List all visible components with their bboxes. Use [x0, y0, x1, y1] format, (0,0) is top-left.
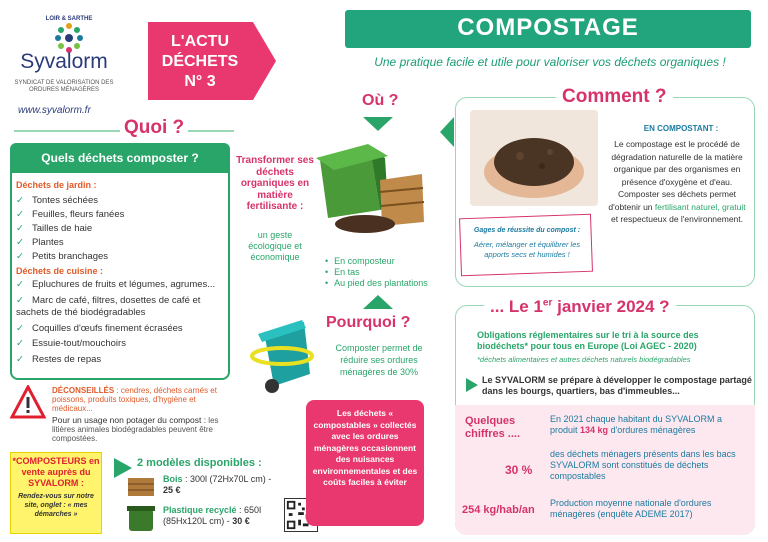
modele-plastique-dims: : 650l (85Hx120L cm) -: [163, 505, 262, 526]
list-item: ✓ Restes de repas: [16, 354, 226, 367]
modeles-title: 2 modèles disponibles :: [137, 457, 262, 469]
chiffre-3-text: Production moyenne nationale d'ordures ménagères (enquête ADEME 2017): [550, 498, 712, 519]
modele-bois-name: Bois: [163, 474, 183, 484]
syvalorm-text: Le SYVALORM se prépare à développer le compostage partagé dans les bourgs, quartiers, bas d'immeubles...: [482, 375, 752, 396]
warning-icon: [10, 385, 46, 419]
list-item: ✓ Essuie-tout/mouchoirs: [16, 338, 226, 351]
deconseilles-list: : cendres, déchets carnés et poissons, produits toxiques, d'hygiène et médicaux...: [52, 386, 217, 413]
quoi-header-text: Quels déchets composter ?: [41, 151, 199, 165]
page-title: COMPOSTAGE: [457, 14, 639, 41]
modele-bois-price: 25 €: [163, 485, 181, 495]
gages-text: Aérer, mélanger et équilibrer les apports secs et humides !: [473, 240, 581, 259]
wood-composter-icon: [126, 474, 156, 498]
composteurs-sub: Rendez-vous sur notre site, onglet : « mes démarches »: [18, 493, 94, 518]
plastic-composter-icon: [126, 503, 156, 533]
compostant-text-highlight: fertilisant naturel, gratuit: [654, 201, 746, 212]
chiffre-2-value: 30 %: [505, 463, 533, 477]
composteurs-title: *COMPOSTEURS en vente auprès du SYVALORM :: [12, 456, 100, 488]
obligations-note: *déchets alimentaires et autres déchets naturels biodégradables: [477, 355, 691, 364]
aerator-illustration: [244, 318, 314, 396]
actu-line1: L'ACTU: [170, 33, 229, 50]
cuisine-list: [16, 279, 226, 366]
logo-name: Syvalorm: [20, 50, 108, 73]
potager-text: les litières animales biodégradables peuvent être compostées.: [52, 416, 219, 443]
list-item: ✓ Tailles de haie: [16, 222, 226, 236]
arrow-down-icon: [363, 117, 393, 131]
modele-plastique-name: Plastique recyclé: [163, 505, 237, 515]
potager-note: [52, 416, 230, 443]
list-item: ✓ Feuilles, fleurs fanées: [16, 208, 226, 222]
pourquoi-title: Pourquoi ?: [326, 314, 411, 331]
logo-subtitle: SYNDICAT DE VALORISATION DES ORDURES MÉNAGÈRES: [14, 80, 114, 93]
modele-bois: [163, 474, 273, 496]
chiffre-1-a: En 2021 chaque habitant du SYVALORM a produit: [550, 414, 722, 435]
chiffre-1-b: d'ordures ménagères: [608, 425, 696, 435]
list-item: • Au pied des plantations: [325, 278, 445, 289]
list-item: ✓ Coquilles d'œufs finement écrasées: [16, 323, 226, 336]
compostant-text: [604, 138, 750, 226]
potager-head: Pour un usage non potager du compost :: [52, 415, 207, 425]
jardin-list: [16, 194, 226, 264]
compostant-text-a: Le compostage est le procédé de dégradation naturelle de la matière organique par des organismes en présence d'oxygène et d'eau. Composter ses déchets permet d'obtenir un: [608, 139, 743, 212]
ou-list: [325, 256, 445, 289]
chiffre-1: [550, 414, 750, 436]
modele-plastique-price: 30 €: [232, 516, 250, 526]
quoi-title: Quoi ?: [120, 117, 188, 139]
transformer-text: Transformer ses déchets organiques en matière fertilisante :: [236, 155, 314, 212]
compostant-text-b: et respectueux de l'environnement.: [610, 214, 744, 224]
deconseilles-label: DÉCONSEILLÉS: [52, 386, 115, 395]
dechets-callout-text: Les déchets « compostables » collectés avec les ordures ménagères occasionnent des nuisances environnementales et des coûts faciles à éviter: [312, 408, 418, 487]
modele-plastique: [163, 505, 283, 527]
gages-title: Gages de réussite du compost :: [473, 227, 581, 234]
chiffre-2-text: des déchets ménagers présents dans les bacs SYVALORM sont constitués de déchets compostables: [550, 449, 736, 481]
chiffre-1-value: 134 kg: [580, 425, 609, 435]
cuisine-title: Déchets de cuisine :: [16, 266, 104, 276]
list-item: • En tas: [325, 267, 445, 278]
list-item: ✓ Tontes séchées: [16, 194, 226, 208]
geste-text: un geste écologique et économique: [248, 230, 302, 262]
janvier-title-sup: er: [542, 297, 553, 309]
list-item: ✓ Petits branchages: [16, 250, 226, 264]
compost-hands-photo: [470, 110, 598, 206]
modele-bois-dims: : 300l (72Hx70L cm) -: [182, 474, 272, 484]
ou-title: Où ?: [362, 92, 399, 109]
website-link[interactable]: www.syvalorm.fr: [18, 105, 91, 116]
actu-line2: DÉCHETS: [161, 53, 239, 70]
compostant-heading: EN COMPOSTANT :: [643, 124, 719, 133]
comment-title: Comment ?: [556, 86, 673, 108]
composter-illustration: [310, 140, 430, 235]
list-item: ✓ Epluchures de fruits et légumes, agrumes...: [16, 279, 226, 292]
chiffre-3-value: 254 kg/hab/an: [462, 504, 535, 516]
obligations-text: Obligations réglementaires sur le tri à la source des biodéchets* pour tous en Europe (Loi AGEC - 2020): [477, 330, 699, 351]
quelques-chiffres: Quelques chiffres ....: [465, 415, 521, 440]
deconseilles-text: [52, 386, 230, 413]
janvier-title-post: janvier 2024 ?: [552, 297, 670, 316]
svg-text:LOIR & SARTHE: LOIR & SARTHE: [45, 16, 93, 22]
pourquoi-text: Composter permet de réduire ses ordures ménagères de 30%: [335, 343, 423, 377]
list-item: ✓ Plantes: [16, 236, 226, 250]
jardin-title: Déchets de jardin :: [16, 180, 97, 190]
list-item: ✓ Marc de café, filtres, dosettes de café et sachets de thé biodégradables: [16, 295, 226, 320]
list-item: • En composteur: [325, 256, 445, 267]
janvier-title: [484, 297, 676, 317]
arrow-up-icon: [363, 295, 393, 309]
page-subtitle: Une pratique facile et utile pour valoriser vos déchets organiques !: [374, 55, 726, 69]
actu-line3: N° 3: [184, 73, 216, 90]
janvier-title-pre: ... Le 1: [490, 297, 543, 316]
arrow-left-icon: [440, 117, 454, 147]
actu-badge-text: [148, 32, 252, 92]
